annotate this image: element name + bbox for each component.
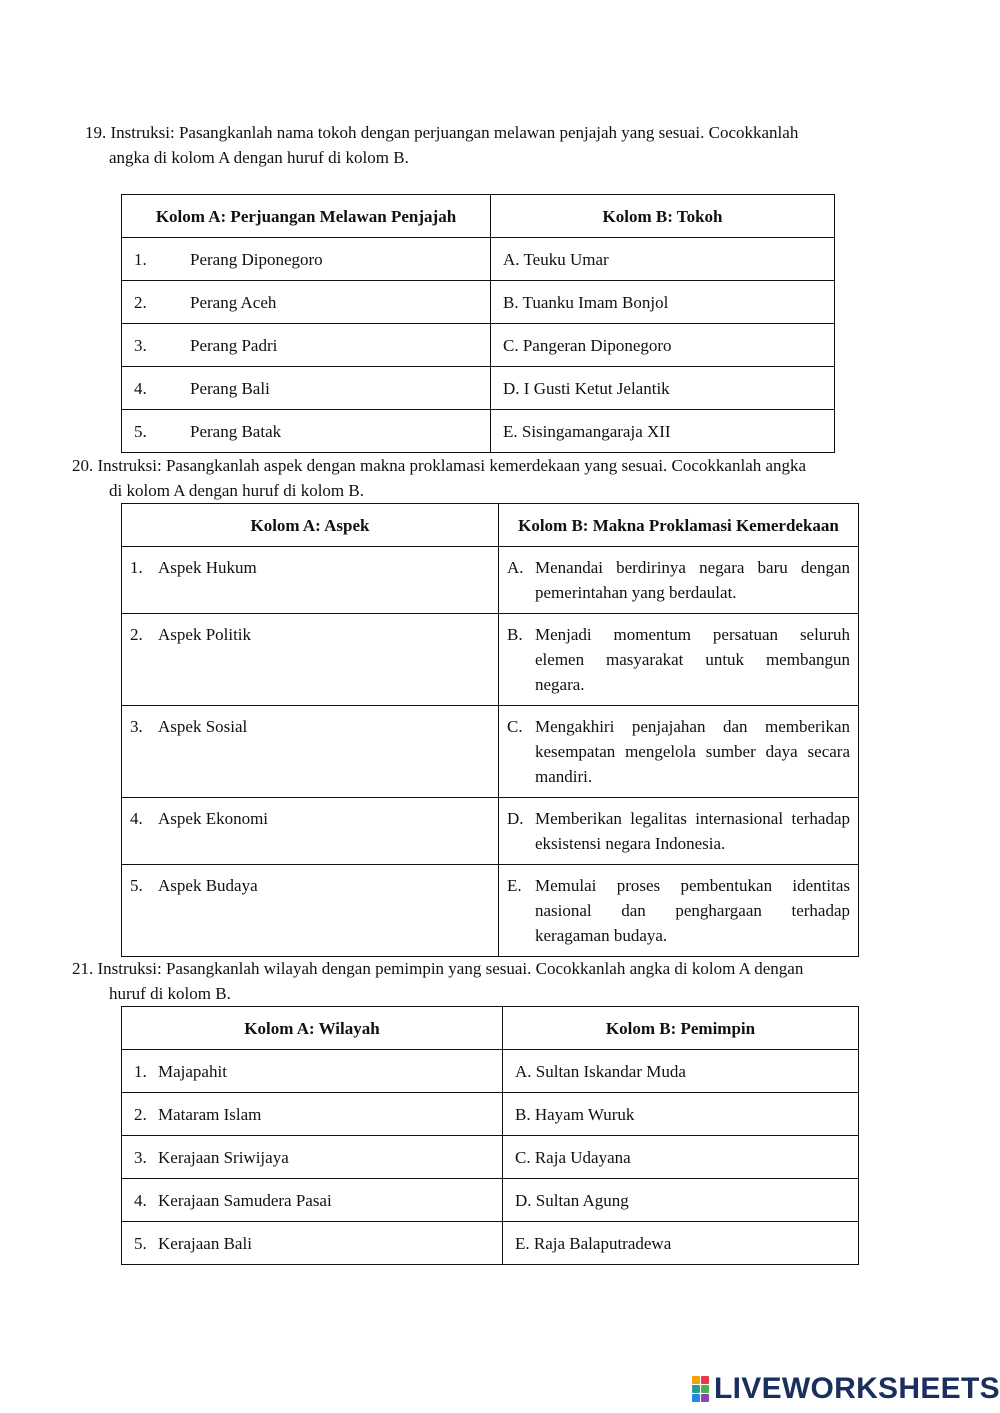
column-a-cell (122, 367, 491, 410)
column-a-cell (122, 238, 491, 281)
item-text: Aspek Sosial (158, 717, 248, 736)
table-row (122, 1093, 859, 1136)
instruction-line-2: angka di kolom A dengan huruf di kolom B. (109, 148, 409, 167)
column-a-cell (122, 324, 491, 367)
item-number: 5. (134, 1233, 147, 1253)
table-row (122, 367, 835, 410)
item-number: 2. (134, 292, 147, 312)
item-text: Perang Bali (190, 378, 270, 398)
column-b-header: Kolom B: Tokoh (491, 195, 835, 238)
column-a-cell (122, 410, 491, 453)
option-text: Memberikan legalitas internasional terhadap eksistensi negara Indonesia. (535, 809, 850, 853)
item-number: 2. (130, 625, 143, 644)
matching-table-21 (121, 1006, 859, 1265)
option-letter: E. (507, 876, 522, 895)
item-number: 4. (134, 1190, 147, 1210)
item-text: Mataram Islam (158, 1104, 262, 1124)
option-text: Memulai proses pembentukan identitas nasional dan penghargaan terhadap keragaman budaya. (535, 876, 850, 945)
item-text: Kerajaan Sriwijaya (158, 1147, 289, 1167)
question-number: 20. (72, 456, 94, 475)
column-a-header: Kolom A: Perjuangan Melawan Penjajah (122, 195, 491, 238)
column-a-cell (122, 547, 499, 614)
column-b-header: Kolom B: Makna Proklamasi Kemerdekaan (499, 504, 859, 547)
logo-block (692, 1394, 700, 1402)
column-b-cell: E. Raja Balaputradewa (503, 1222, 859, 1265)
item-number: 2. (134, 1104, 147, 1124)
logo-block (701, 1394, 709, 1402)
column-a-cell (122, 1179, 503, 1222)
column-a-cell (122, 281, 491, 324)
option-text: Mengakhiri penjajahan dan memberikan kesempatan mengelola sumber daya secara mandiri. (535, 717, 850, 786)
logo-block (701, 1376, 709, 1384)
column-a-cell (122, 1093, 503, 1136)
item-text: Kerajaan Samudera Pasai (158, 1190, 332, 1210)
column-a-cell (122, 865, 499, 957)
item-number: 1. (134, 249, 147, 269)
column-a-cell (122, 1136, 503, 1179)
instruction-line-1: Instruksi: Pasangkanlah nama tokoh dengan perjuangan melawan penjajah yang sesuai. Cocokkanlah (110, 123, 799, 142)
table-row (122, 1179, 859, 1222)
column-a-cell (122, 1050, 503, 1093)
table-row (122, 706, 859, 798)
item-number: 3. (134, 1147, 147, 1167)
item-text: Perang Batak (190, 421, 282, 441)
item-number: 1. (134, 1061, 147, 1081)
table-row (122, 410, 835, 453)
table-row (122, 798, 859, 865)
column-b-cell (499, 614, 859, 706)
column-b-cell (499, 798, 859, 865)
table-row (122, 1050, 859, 1093)
table-row (122, 547, 859, 614)
table-row (122, 865, 859, 957)
item-text: Perang Padri (190, 335, 278, 355)
option-text: Menandai berdirinya negara baru dengan pemerintahan yang berdaulat. (535, 558, 850, 602)
item-text: Majapahit (158, 1061, 227, 1081)
column-b-header: Kolom B: Pemimpin (503, 1007, 859, 1050)
column-b-cell: B. Tuanku Imam Bonjol (491, 281, 835, 324)
table-row (122, 1222, 859, 1265)
column-b-cell: A. Sultan Iskandar Muda (503, 1050, 859, 1093)
column-a-cell (122, 798, 499, 865)
logo-text: LIVEWORKSHEETS (714, 1372, 1000, 1405)
item-text: Aspek Budaya (158, 876, 258, 895)
liveworksheets-logo-icon (692, 1376, 710, 1402)
instruction-line-1: Instruksi: Pasangkanlah wilayah dengan pemimpin yang sesuai. Cocokkanlah angka di kolom A dengan (97, 959, 804, 978)
logo-block (692, 1376, 700, 1384)
option-text: Menjadi momentum persatuan seluruh elemen masyarakat untuk membangun negara. (535, 625, 850, 694)
table-row (122, 614, 859, 706)
column-b-cell: A. Teuku Umar (491, 238, 835, 281)
item-number: 1. (130, 558, 143, 577)
item-number: 3. (134, 335, 147, 355)
instruction-line-2: huruf di kolom B. (109, 984, 231, 1003)
column-a-header: Kolom A: Wilayah (122, 1007, 503, 1050)
liveworksheets-logo (692, 1372, 1000, 1406)
column-b-cell (499, 706, 859, 798)
column-b-cell: C. Raja Udayana (503, 1136, 859, 1179)
item-text: Kerajaan Bali (158, 1233, 252, 1253)
column-b-cell (499, 547, 859, 614)
logo-block (701, 1385, 709, 1393)
item-text: Perang Diponegoro (190, 249, 323, 269)
matching-table-19 (121, 194, 835, 453)
column-b-cell (499, 865, 859, 957)
item-text: Perang Aceh (190, 292, 277, 312)
question-number: 19. (85, 123, 107, 142)
item-text: Aspek Politik (158, 625, 252, 644)
instruction-line-1: Instruksi: Pasangkanlah aspek dengan makna proklamasi kemerdekaan yang sesuai. Cocokkanlah angka (97, 456, 807, 475)
table-row (122, 1136, 859, 1179)
instruction-line-2: di kolom A dengan huruf di kolom B. (109, 481, 364, 500)
question-number: 21. (72, 959, 94, 978)
item-number: 4. (134, 378, 147, 398)
column-b-cell: C. Pangeran Diponegoro (491, 324, 835, 367)
item-text: Aspek Ekonomi (158, 809, 269, 828)
logo-block (692, 1385, 700, 1393)
question-20-instruction (72, 453, 879, 503)
table-row (122, 238, 835, 281)
column-b-cell: D. I Gusti Ketut Jelantik (491, 367, 835, 410)
column-a-header: Kolom A: Aspek (122, 504, 499, 547)
item-text: Aspek Hukum (158, 558, 257, 577)
table-row (122, 281, 835, 324)
option-letter: D. (507, 809, 524, 828)
column-b-cell: E. Sisingamangaraja XII (491, 410, 835, 453)
column-a-cell (122, 614, 499, 706)
column-b-cell: B. Hayam Wuruk (503, 1093, 859, 1136)
column-b-cell: D. Sultan Agung (503, 1179, 859, 1222)
column-a-cell (122, 1222, 503, 1265)
item-number: 5. (130, 876, 143, 895)
matching-table-20 (121, 503, 859, 957)
table-row (122, 324, 835, 367)
option-letter: B. (507, 625, 523, 644)
item-number: 5. (134, 421, 147, 441)
item-number: 4. (130, 809, 143, 828)
option-letter: A. (507, 558, 524, 577)
question-21-instruction (72, 956, 879, 1006)
question-19-instruction (85, 120, 879, 170)
option-letter: C. (507, 717, 523, 736)
column-a-cell (122, 706, 499, 798)
item-number: 3. (130, 717, 143, 736)
